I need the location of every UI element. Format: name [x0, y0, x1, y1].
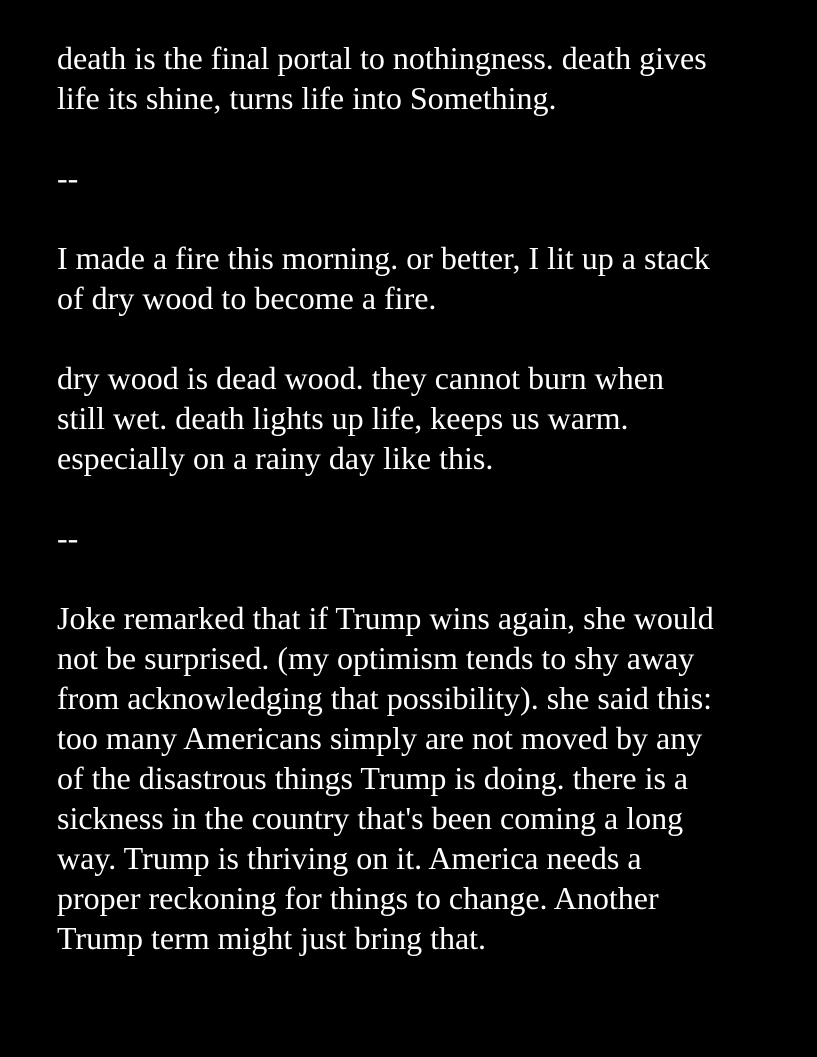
- text-line: from acknowledging that possibility). she said this:: [57, 680, 713, 716]
- paragraph-spacer: [57, 478, 797, 518]
- text-line: of the disastrous things Trump is doing. there is a: [57, 760, 689, 796]
- paragraph-death-portal: [57, 38, 797, 118]
- paragraph-spacer: [57, 198, 797, 238]
- text-line: proper reckoning for things to change. Another: [57, 880, 659, 916]
- text-line: way. Trump is thriving on it. America needs a: [57, 840, 642, 876]
- paragraph-dry-wood: [57, 358, 797, 478]
- text-line: dry wood is dead wood. they cannot burn when: [57, 360, 664, 396]
- text-line: Trump term might just bring that.: [57, 920, 487, 956]
- text-line: death is the final portal to nothingness. death gives: [57, 40, 707, 76]
- text-line: not be surprised. (my optimism tends to shy away: [57, 640, 695, 676]
- paragraph-fire-morning: [57, 238, 797, 318]
- paragraph-spacer: [57, 558, 797, 598]
- text-line: still wet. death lights up life, keeps us warm.: [57, 400, 629, 436]
- section-separator: [57, 158, 797, 198]
- text-line: life its shine, turns life into Something.: [57, 80, 557, 116]
- text-line: Joke remarked that if Trump wins again, she would: [57, 600, 714, 636]
- section-separator: [57, 518, 797, 558]
- text-line: too many Americans simply are not moved by any: [57, 720, 703, 756]
- paragraph-joke-remark: [57, 598, 797, 958]
- text-line: I made a fire this morning. or better, I lit up a stack: [57, 240, 710, 276]
- separator-text: --: [57, 520, 79, 556]
- document-body: [57, 38, 797, 958]
- paragraph-spacer: [57, 318, 797, 358]
- text-line: of dry wood to become a fire.: [57, 280, 437, 316]
- text-line: sickness in the country that's been coming a long: [57, 800, 684, 836]
- separator-text: --: [57, 160, 79, 196]
- paragraph-spacer: [57, 118, 797, 158]
- text-line: especially on a rainy day like this.: [57, 440, 494, 476]
